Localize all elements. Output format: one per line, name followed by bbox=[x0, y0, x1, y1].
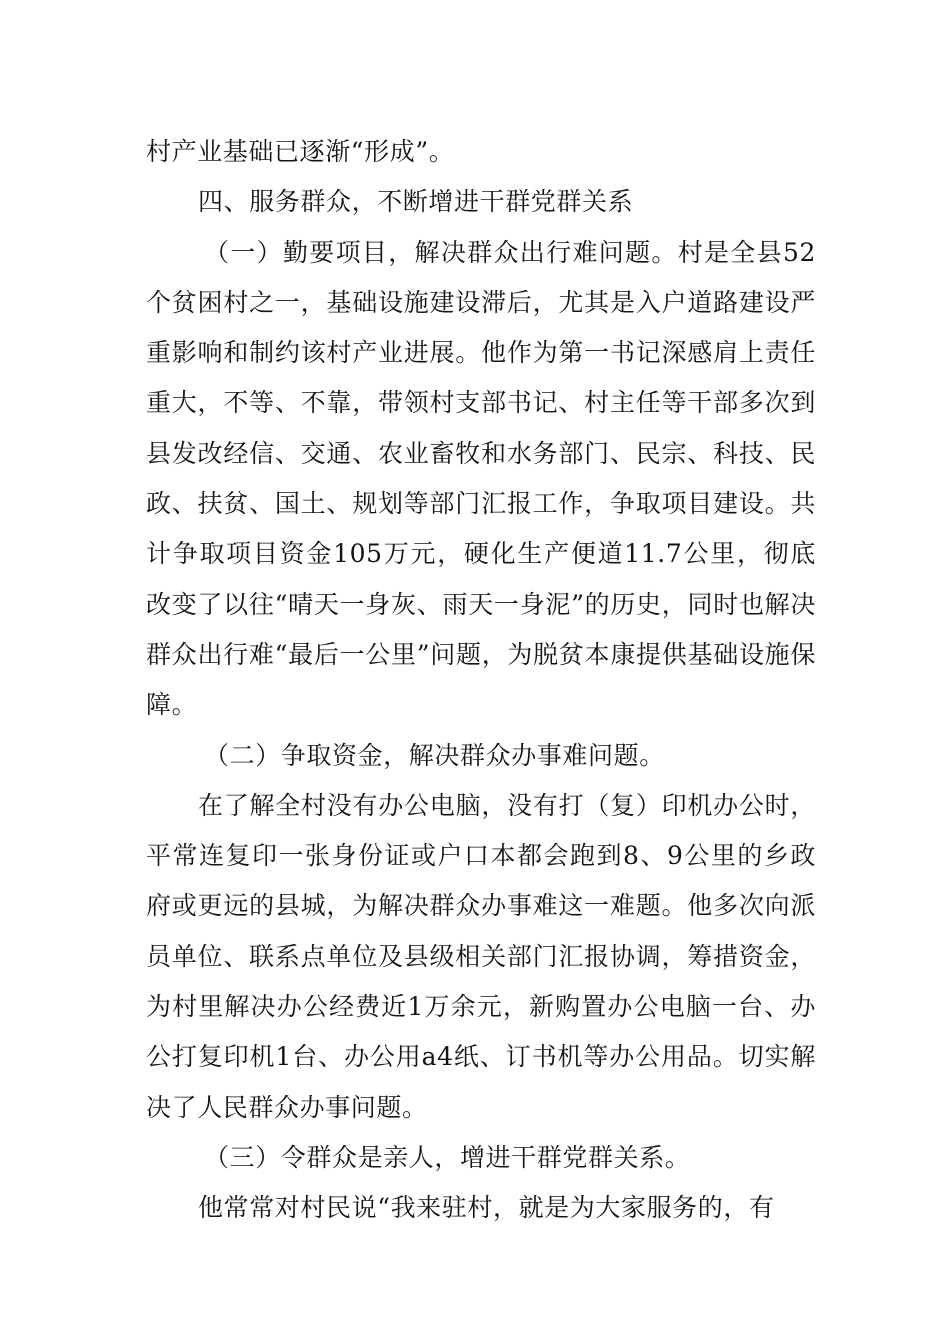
subsection-paragraph-1: （一）勤要项目，解决群众出行难问题。村是全县52个贫困村之一，基础设施建设滞后，尤其是入户道路建设严重影响和制约该村产业进展。他作为第一书记深感肩上责任重大，不等、不靠，带领村支部书记、村主任等干部多次到县发改经信、交通、农业畜牧和水务部门、民宗、科技、民政、扶贫、国土、规划等部门汇报工作，争取项目建设。共计争取项目资金105万元，硬化生产便道11.7公里，彻底改变了以往“晴天一身灰、雨天一身泥”的历史，同时也解决群众出行难“最后一公里”问题，为脱贫本康提供基础设施保障。 bbox=[146, 237, 816, 720]
document-body bbox=[146, 127, 816, 1234]
section-heading: 四、服务群众，不断增进干群党群关系 bbox=[198, 187, 634, 217]
body-paragraph: 在了解全村没有办公电脑，没有打（复）印机办公时，平常连复印一张身份证或户口本都会跑到8、9公里的乡政府或更远的县城，为解决群众办事难这一难题。他多次向派员单位、联系点单位及县级相关部门汇报协调，筹措资金，为村里解决办公经费近1万余元，新购置办公电脑一台、办公打复印机1台、办公用a4纸、订书机等办公用品。切实解决了人民群众办事问题。 bbox=[146, 790, 816, 1122]
subsection-heading-3: （三）令群众是亲人，增进干群党群关系。 bbox=[204, 1142, 691, 1172]
paragraph-continuation: 村产业基础已逐渐“形成”。 bbox=[146, 137, 455, 166]
subsection-heading-2: （二）争取资金，解决群众办事难问题。 bbox=[204, 740, 665, 770]
body-paragraph-final: 他常常对村民说“我来驻村，就是为大家服务的，有 bbox=[198, 1193, 775, 1223]
